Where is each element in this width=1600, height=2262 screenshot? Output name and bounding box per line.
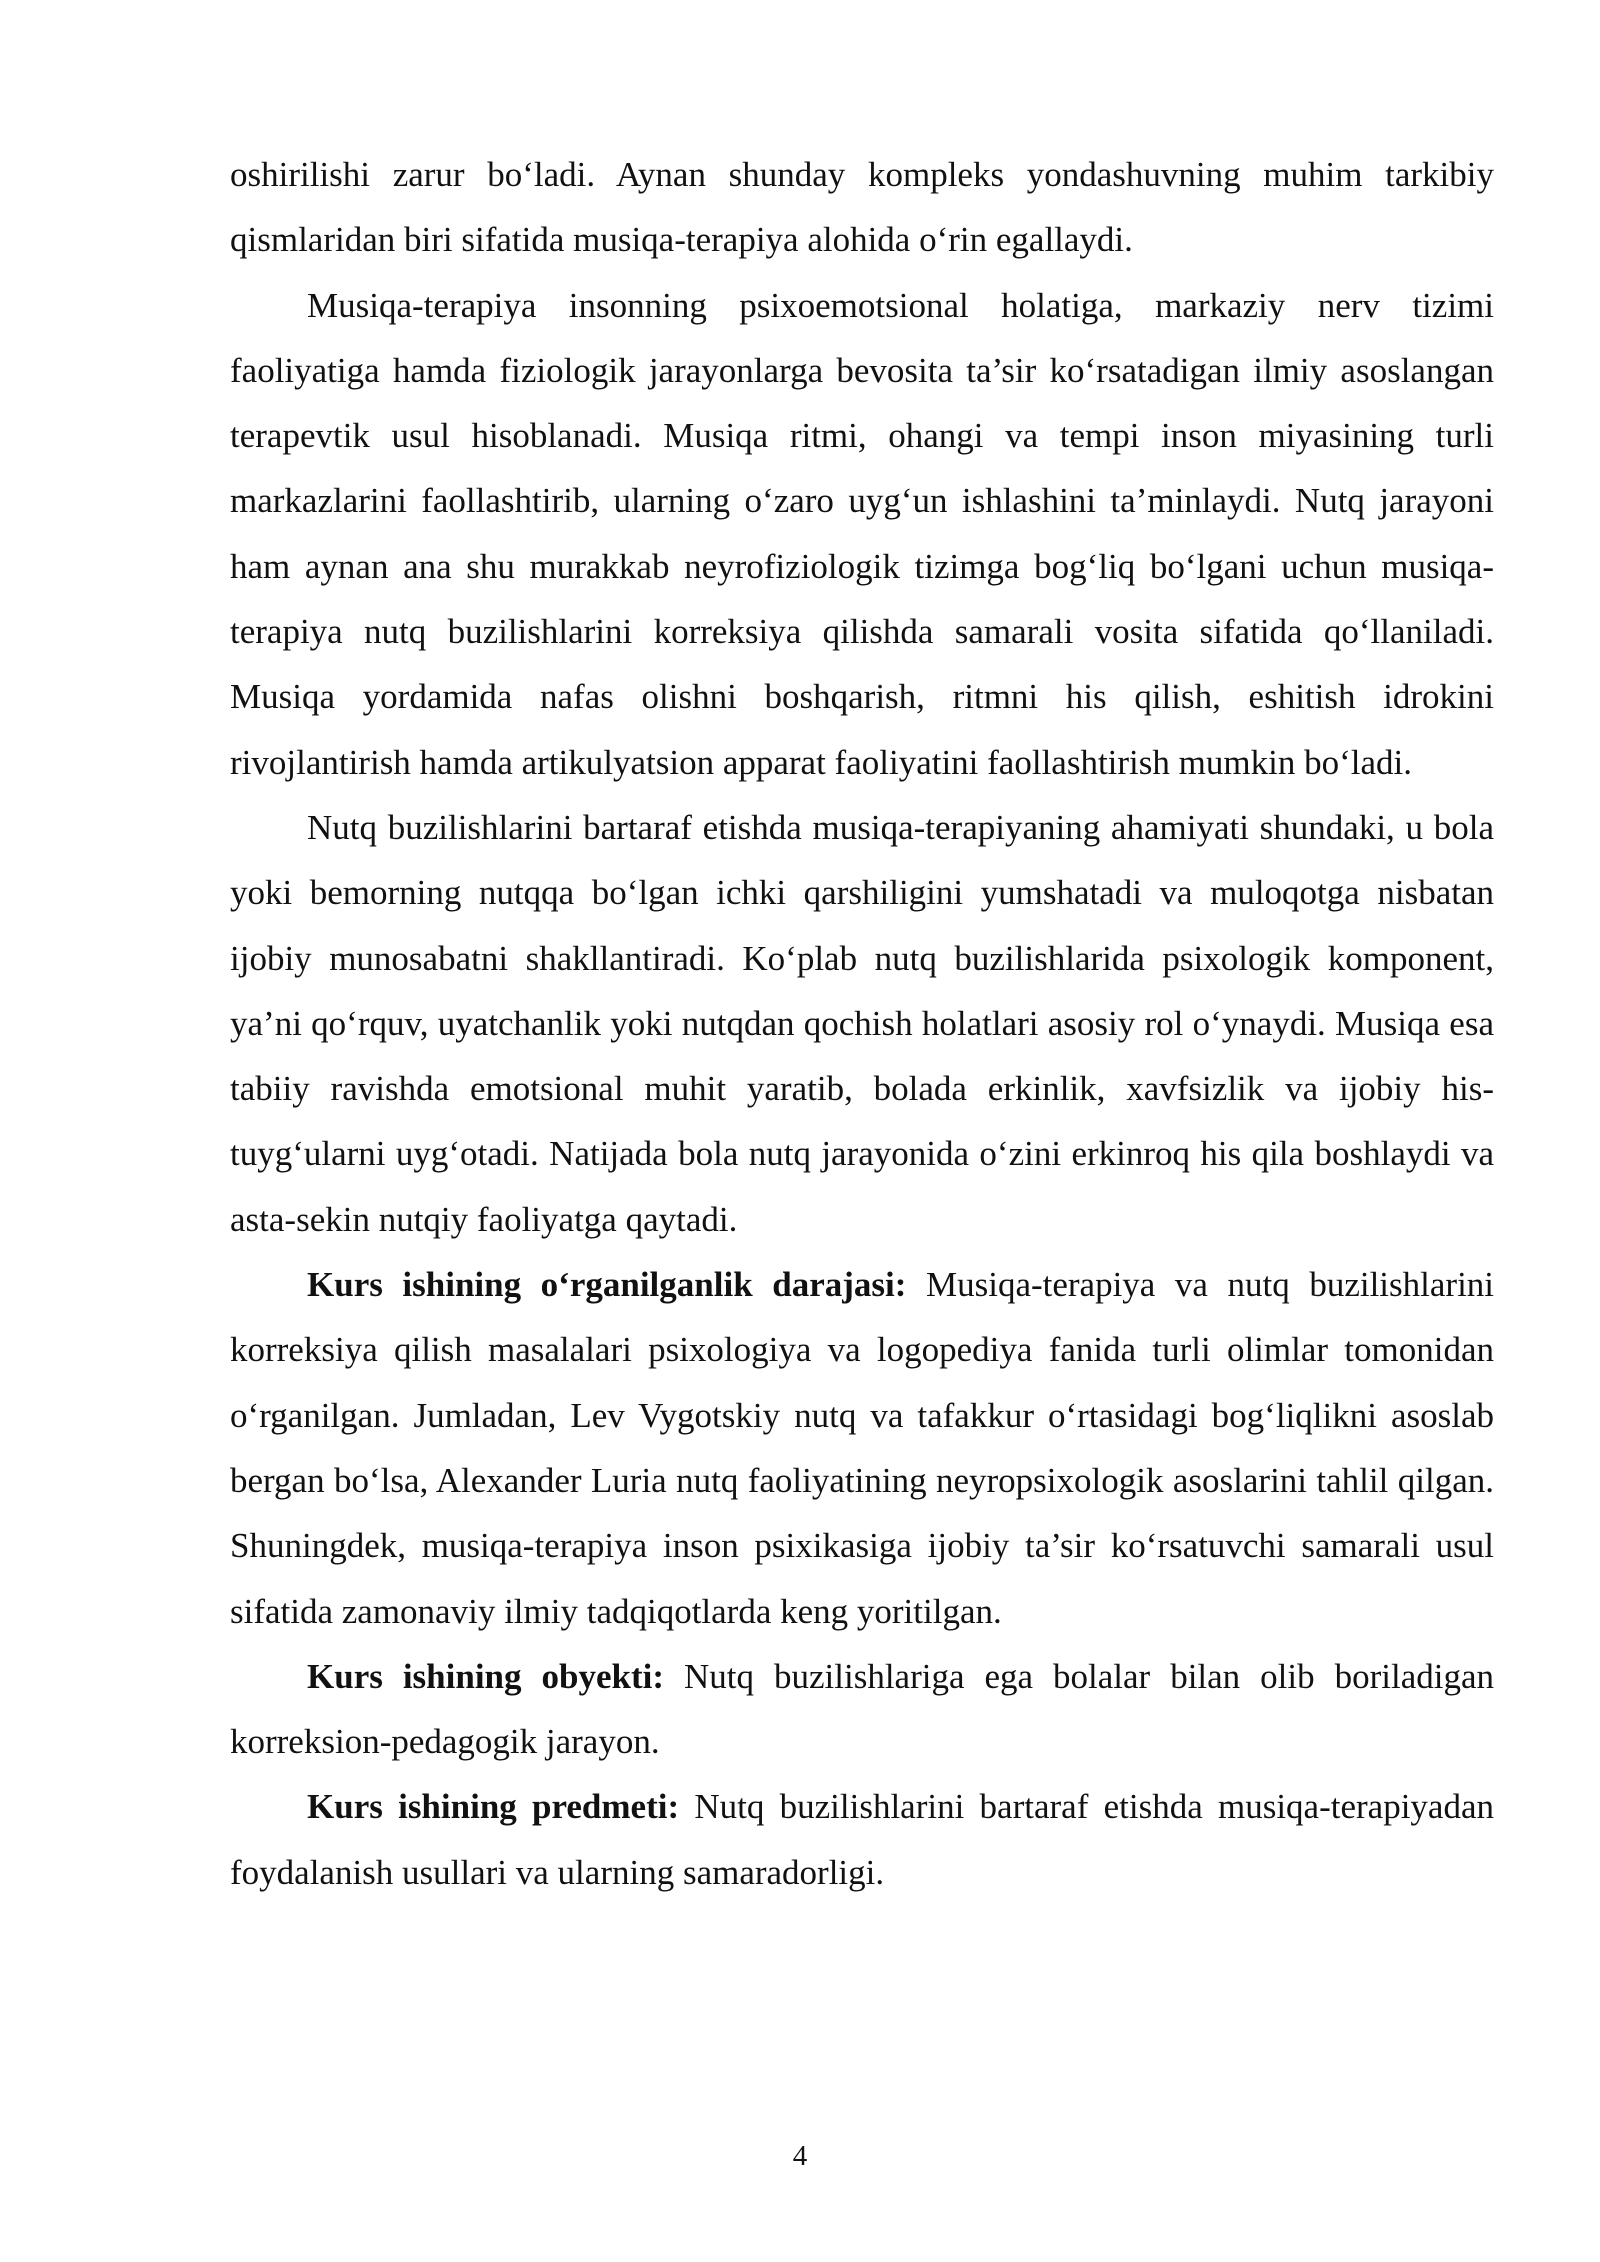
document-page — [230, 142, 1494, 1905]
subject-label: Kurs ishining predmeti: — [307, 1787, 680, 1827]
paragraph-object — [230, 1644, 1494, 1775]
paragraph-importance: Nutq buzilishlarini bartaraf etishda musiqa-terapiyaning ahamiyati shundaki, u bola yoki bemorning nutqqa bo‘lgan ichki qarshiligini yumshatadi va muloqotga nisbatan ijobiy munosabatni shakllantiradi. Ko‘plab nutq buzilishlarida psixologik komponent, ya’ni qo‘rquv, uyatchanlik yoki nutqdan qochish holatlari asosiy rol o‘ynaydi. Musiqa esa tabiiy ravishda emotsional muhit yaratib, bolada erkinlik, xavfsizlik va ijobiy his-tuyg‘ularni uyg‘otadi. Natijada bola nutq jarayonida o‘zini erkinroq his qila boshlaydi va asta-sekin nutqiy faoliyatga qaytadi. — [230, 807, 1494, 1239]
study-level-label: Kurs ishining o‘rganilganlik darajasi: — [307, 1265, 907, 1305]
paragraph-intro: oshirilishi zarur bo‘ladi. Aynan shunday kompleks yondashuvning muhim tarkibiy qismlaridan biri sifatida musiqa-terapiya alohida o‘rin egallaydi. — [230, 155, 1494, 260]
object-text: Nutq buzilishlariga ega bolalar bilan olib boriladigan korreksion-pedagogik jarayon. — [230, 1656, 1494, 1762]
page-number: 4 — [792, 2140, 808, 2172]
paragraph-study-level — [230, 1252, 1494, 1644]
object-label: Kurs ishining obyekti: — [307, 1656, 665, 1696]
study-level-text: Musiqa-terapiya va nutq buzilishlarini korreksiya qilish masalalari psixologiya va logopediya fanida turli olimlar tomonidan o‘rganilgan. Jumladan, Lev Vygotskiy nutq va tafakkur o‘rtasidagi bog‘liqlikni asoslab bergan bo‘lsa, Alexander Luria nutq faoliyatining neyropsixologik asoslarini tahlil qilgan. Shuningdek, musiqa-terapiya inson psixikasiga ijobiy ta’sir ko‘rsatuvchi samarali usul sifatida zamonaviy ilmiy tadqiqotlarda keng yoritilgan. — [230, 1265, 1495, 1631]
paragraph-subject — [230, 1774, 1494, 1905]
paragraph-music-therapy: Musiqa-terapiya insonning psixoemotsional holatiga, markaziy nerv tizimi faoliyatiga hamda fiziologik jarayonlarga bevosita ta’sir ko‘rsatadigan ilmiy asoslangan terapevtik usul hisoblanadi. Musiqa ritmi, ohangi va tempi inson miyasining turli markazlarini faollashtirib, ularning o‘zaro uyg‘un ishlashini ta’minlaydi. Nutq jarayoni ham aynan ana shu murakkab neyrofiziologik tizimga bog‘liq bo‘lgani uchun musiqa-terapiya nutq buzilishlarini korreksiya qilishda samarali vosita sifatida qo‘llaniladi. Musiqa yordamida nafas olishni boshqarish, ritmni his qilish, eshitish idrokini rivojlantirish hamda artikulyatsion apparat faoliyatini faollashtirish mumkin bo‘ladi. — [230, 285, 1494, 782]
subject-text: Nutq buzilishlarini bartaraf etishda musiqa-terapiyadan foydalanish usullari va ularning samaradorligi. — [230, 1787, 1494, 1892]
